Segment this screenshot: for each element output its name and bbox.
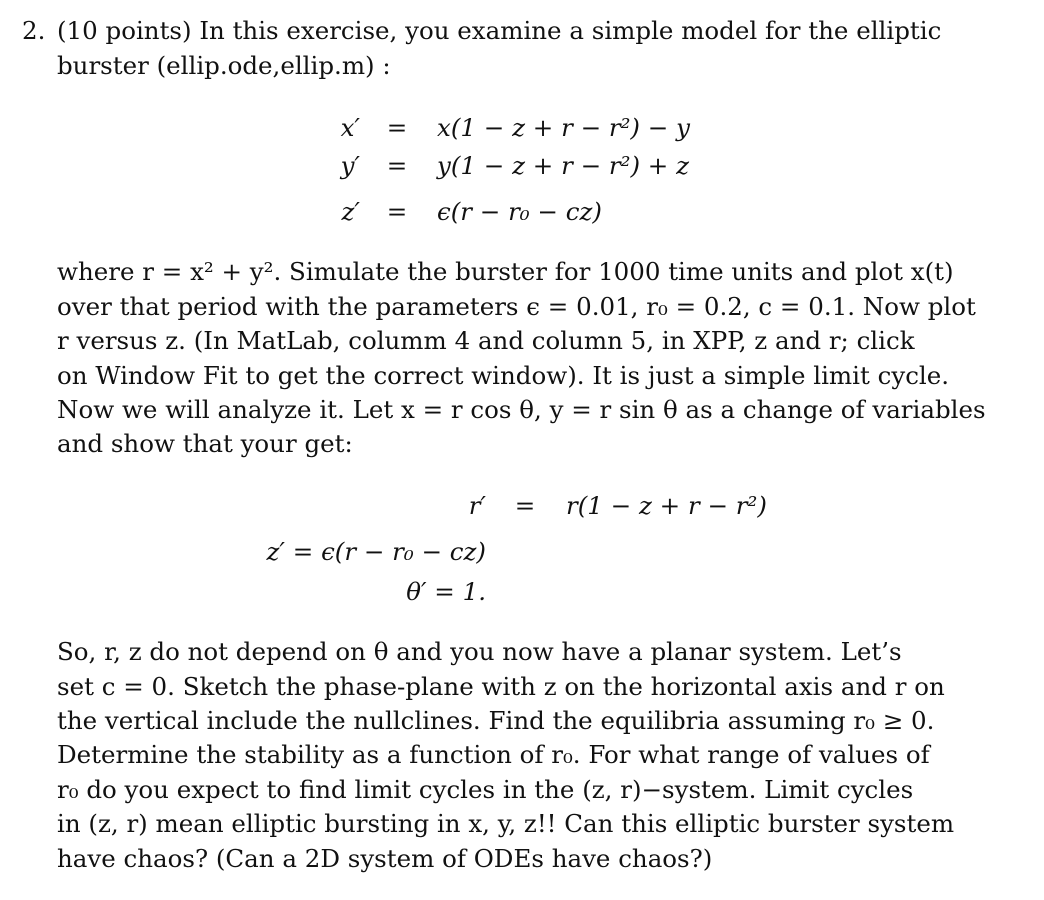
eq3-rhs: ϵ(r − r₀ − cz) bbox=[437, 197, 602, 226]
para1-line-2: over that period with the parameters ϵ = 0.01, r₀ = 0.2, c = 0.1. Now plot bbox=[57, 292, 976, 321]
eq2-rhs: y(1 − z + r − r²) + z bbox=[437, 151, 690, 180]
para1-line-4: on Window Fit to get the correct window). It is just a simple limit cycle. bbox=[57, 361, 950, 390]
eq3-lhs: z′ bbox=[341, 197, 360, 226]
eq4-rhs: r(1 − z + r − r²) bbox=[566, 491, 767, 520]
para1-line-1: where r = x² + y². Simulate the burster for 1000 time units and plot x(t) bbox=[57, 257, 954, 286]
eq4-lhs: r′ bbox=[468, 491, 486, 520]
para2-line-3: the vertical include the nullclines. Find the equilibria assuming r₀ ≥ 0. bbox=[57, 706, 935, 735]
para2-line-7: have chaos? (Can a 2D system of ODEs have chaos?) bbox=[57, 844, 713, 873]
eq1-rhs: x(1 − z + r − r²) − y bbox=[437, 113, 690, 142]
para2-line-5: r₀ do you expect to find limit cycles in the (z, r)−system. Limit cycles bbox=[57, 775, 914, 804]
problem-intro-line-1: (10 points) In this exercise, you examine a simple model for the elliptic bbox=[57, 16, 942, 45]
para2-line-6: in (z, r) mean elliptic bursting in x, y, z!! Can this elliptic burster system bbox=[57, 809, 955, 838]
para2-line-1: So, r, z do not depend on θ and you now have a planar system. Let’s bbox=[57, 637, 902, 666]
para1-line-6: and show that your get: bbox=[57, 429, 353, 458]
eq4-op: = bbox=[514, 491, 536, 520]
eq5: z′ = ϵ(r − r₀ − cz) bbox=[266, 537, 486, 566]
problem-intro-line-2: burster (ellip.ode,ellip.m) : bbox=[57, 51, 391, 80]
para2-line-2: set c = 0. Sketch the phase-plane with z on the horizontal axis and r on bbox=[57, 672, 945, 701]
eq1-lhs: x′ bbox=[340, 113, 360, 142]
eq2-op: = bbox=[386, 151, 408, 180]
problem-number: 2. bbox=[22, 16, 46, 45]
para1-line-5: Now we will analyze it. Let x = r cos θ, y = r sin θ as a change of variables bbox=[57, 395, 986, 424]
eq6: θ′ = 1. bbox=[406, 577, 486, 606]
eq2-lhs: y′ bbox=[340, 151, 360, 180]
para1-line-3: r versus z. (In MatLab, columm 4 and column 5, in XPP, z and r; click bbox=[57, 326, 915, 355]
eq1-op: = bbox=[386, 113, 408, 142]
eq3-op: = bbox=[386, 197, 408, 226]
para2-line-4: Determine the stability as a function of r₀. For what range of values of bbox=[57, 740, 930, 769]
